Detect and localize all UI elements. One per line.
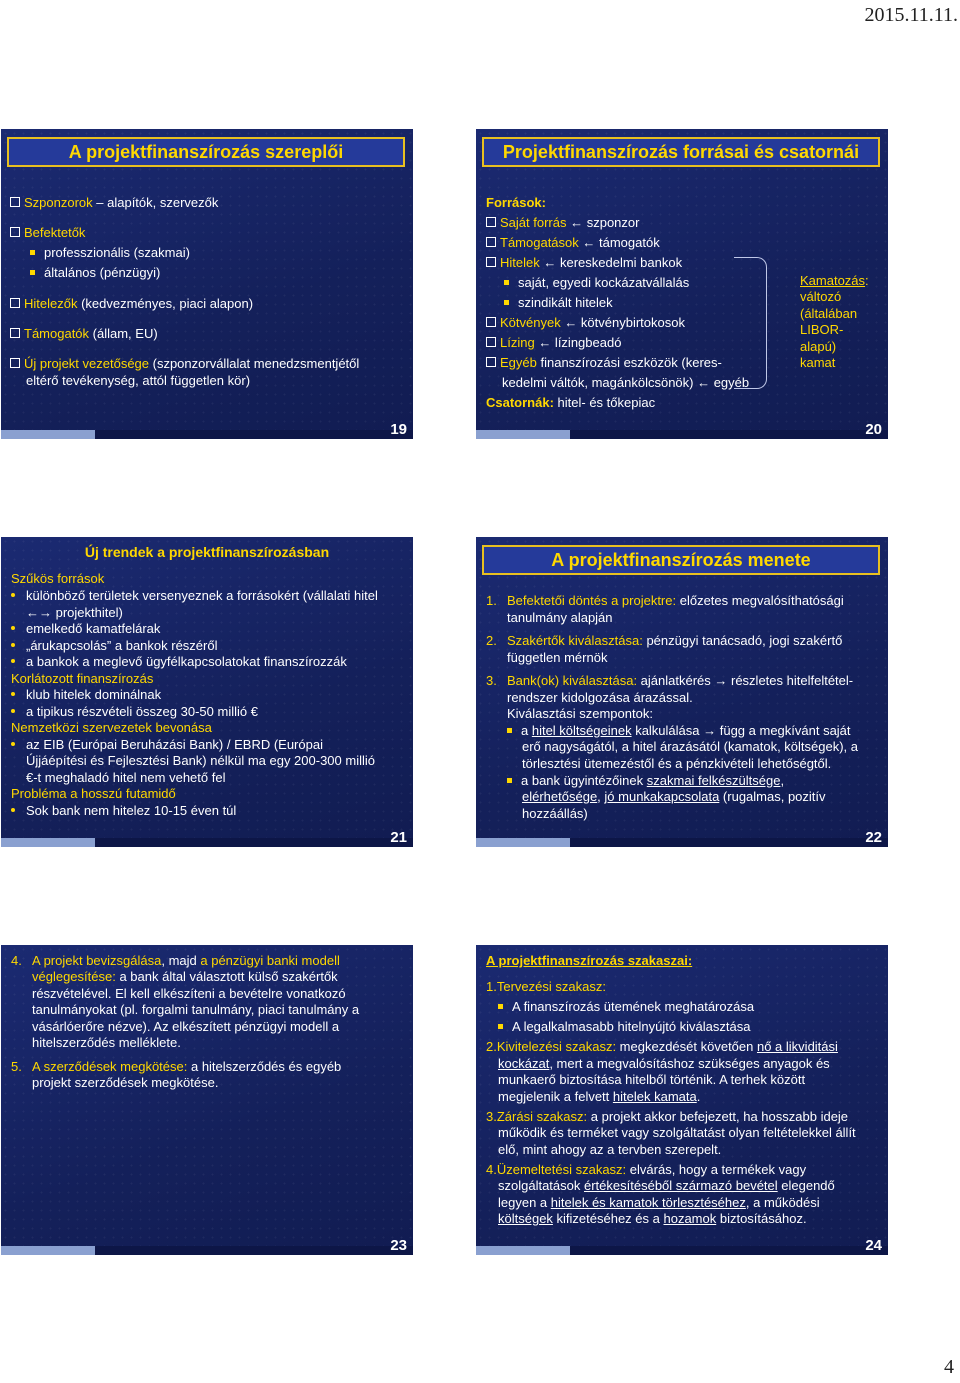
slide-21: Új trendek a projektfinanszírozásban Szűkös források különböző területek versenyeznek a forrásokért (vállalati hitel ←→ projekthitel) emelkedő kamatfelárak „árukapcsolás” a bankok részéről a bankok a meglevő ügyfélkapcsolatokat finanszírozzák Korlátozott finanszírozás klub hitelek dominálnak a tipikus részvételi összeg 30-50 millió € Nemzetközi szervezetek bevonása az EIB (Európai Beruházási Bank) / EBRD (Európai Újjáépítési és Fejlesztési Bank) nélkül ma egy 200-300 millió €-t meghaladó hitel nem vehető fel Probléma a hosszú futamidő Sok bank nem hitelez 10-15 éven túl 21 xyxy=(1,537,413,847)
slide-number: 21 xyxy=(390,828,407,846)
slide-number: 20 xyxy=(865,420,882,438)
bullet-icon xyxy=(11,626,15,630)
slide-23: 4. A projekt bevizsgálása, majd a pénzügyi banki modell véglegesítése: a bank által választott külső szakértők részvételével. El kell elkészíteni a bevételre vonatkozó tanulmányokat (pl. forgalmi tanulmány, piaci tanulmány a vásárlóerőre nézve). Az elkészített pénzügyi modell a hitelszerződés melléklete. 5. A szerződések megkötése: a hitelszerződés és egyéb projekt szerződések megkötése. 23 xyxy=(1,945,413,1255)
slide-footer-bar xyxy=(476,838,888,847)
checkbox-icon xyxy=(486,317,496,327)
bullet-icon xyxy=(507,728,512,733)
checkbox-icon xyxy=(10,328,20,338)
bullet-icon xyxy=(504,280,509,285)
bullet-icon xyxy=(11,742,15,746)
bullet-icon xyxy=(30,250,35,255)
bracket-line xyxy=(734,257,767,389)
page-number: 4 xyxy=(944,1356,954,1378)
bullet-icon xyxy=(11,643,15,647)
checkbox-icon xyxy=(10,227,20,237)
slide-24: A projektfinanszírozás szakaszai: 1.Tervezési szakasz: A finanszírozás ütemének meghatározása A legalkalmasabb hitelnyújtó kiválasztása 2.Kivitelezési szakasz: megkezdését követően nő a likviditási kockázat, mert a megvalósításhoz szükséges anyagok és munkaerő biztosítása hitelből történik. A terhek között megjelenik a felvett hitelek kamata. 3.Zárási szakasz: a projekt akkor befejezett, ha hosszabb ideje működik és terméket vagy szolgáltatást olyan feltételekkel állít elő, mint ahogy az a tervben szerepelt. 4.Üzemeltetési szakasz: elvárás, hogy a termékek vagy szolgáltatások értékesítéséből származó bevétel elegendő legyen a hitelek és kamatok törlesztéséhez, a működési költségek kifizetéséhez és a hozamok biztosításához. 24 xyxy=(476,945,888,1255)
bullet-icon xyxy=(11,593,15,597)
slide-footer-bar xyxy=(476,430,888,439)
checkbox-icon xyxy=(10,358,20,368)
bullet-icon xyxy=(498,1024,503,1029)
bullet-icon xyxy=(11,808,15,812)
bullet-icon xyxy=(11,659,15,663)
bullet-icon xyxy=(498,1004,503,1009)
slide-title: A projektfinanszírozás szereplői xyxy=(7,137,405,167)
slide-title: Projektfinanszírozás forrásai és csatornái xyxy=(482,137,880,167)
checkbox-icon xyxy=(486,237,496,247)
slide-title: A projektfinanszírozás szakaszai: xyxy=(486,953,693,968)
checkbox-icon xyxy=(10,298,20,308)
header-date: 2015.11.11. xyxy=(864,4,958,26)
bullet-icon xyxy=(507,778,512,783)
slide-title: Új trendek a projektfinanszírozásban xyxy=(84,544,330,560)
slide-number: 24 xyxy=(865,1236,882,1254)
checkbox-icon xyxy=(486,257,496,267)
slide-footer-bar xyxy=(1,838,413,847)
slide-footer-bar xyxy=(1,1246,413,1255)
slide-20: Projektfinanszírozás forrásai és csatornái Források: Saját forrás ← szponzor Támogatások ← támogatók Hitelek ← kereskedelmi bankok saját, egyedi kockázatvállalás szindikált hitelek Kötvények ← kötvénybirtokosok Lízing ← lízingbeadó Egyéb finanszírozási eszközök (keres- kedelmi váltók, magánkölcsönök) ← egyéb Csatornák: hitel- és tőkepiac Kamatozás: változó (általában LIBOR- alapú) kamat 20 xyxy=(476,129,888,439)
slide-number: 19 xyxy=(390,420,407,438)
bullet-icon xyxy=(504,300,509,305)
interest-note: Kamatozás: változó (általában LIBOR- alapú) kamat xyxy=(800,273,869,371)
slide-22: A projektfinanszírozás menete 1. Befektetői döntés a projektre: előzetes megvalósíthatósági tanulmány alapján 2. Szakértők kiválasztása: pénzügyi tanácsadó, jogi szakértő független mérnök 3. Bank(ok) kiválasztása: ajánlatkérés → részletes hitelfeltétel- rendszer kidolgozása árazással. Kiválasztási szempontok: a hitel költségeinek kalkulálása → függ a megkívánt saját erő nagyságától, a hitel árazásától (kamatok, költségek), a törlesztési ütemezéstől és a pénzkivételi lehetőségtől. a bank ügyintézőinek szakmai felkészültsége, elérhetősége, jó munkakapcsolata (rugalmas, pozitív hozzáállás) 22 xyxy=(476,537,888,847)
slide-19: A projektfinanszírozás szereplői Szponzorok – alapítók, szervezők Befektetők professzionális (szakmai) általános (pénzügyi) Hitelezők (kedvezményes, piaci alapon) Támogatók (állam, EU) Új projekt vezetősége (szponzorvállalat menedzsmentjétől eltérő tevékenység, attól független kör) 19 xyxy=(1,129,413,439)
bullet-icon xyxy=(11,692,15,696)
slide-footer-bar xyxy=(1,430,413,439)
bullet-icon xyxy=(30,270,35,275)
slide-number: 22 xyxy=(865,828,882,846)
slide-footer-bar xyxy=(476,1246,888,1255)
checkbox-icon xyxy=(10,197,20,207)
checkbox-icon xyxy=(486,357,496,367)
bullet-icon xyxy=(11,709,15,713)
checkbox-icon xyxy=(486,217,496,227)
slide-title: A projektfinanszírozás menete xyxy=(482,545,880,575)
checkbox-icon xyxy=(486,337,496,347)
slide-number: 23 xyxy=(390,1236,407,1254)
